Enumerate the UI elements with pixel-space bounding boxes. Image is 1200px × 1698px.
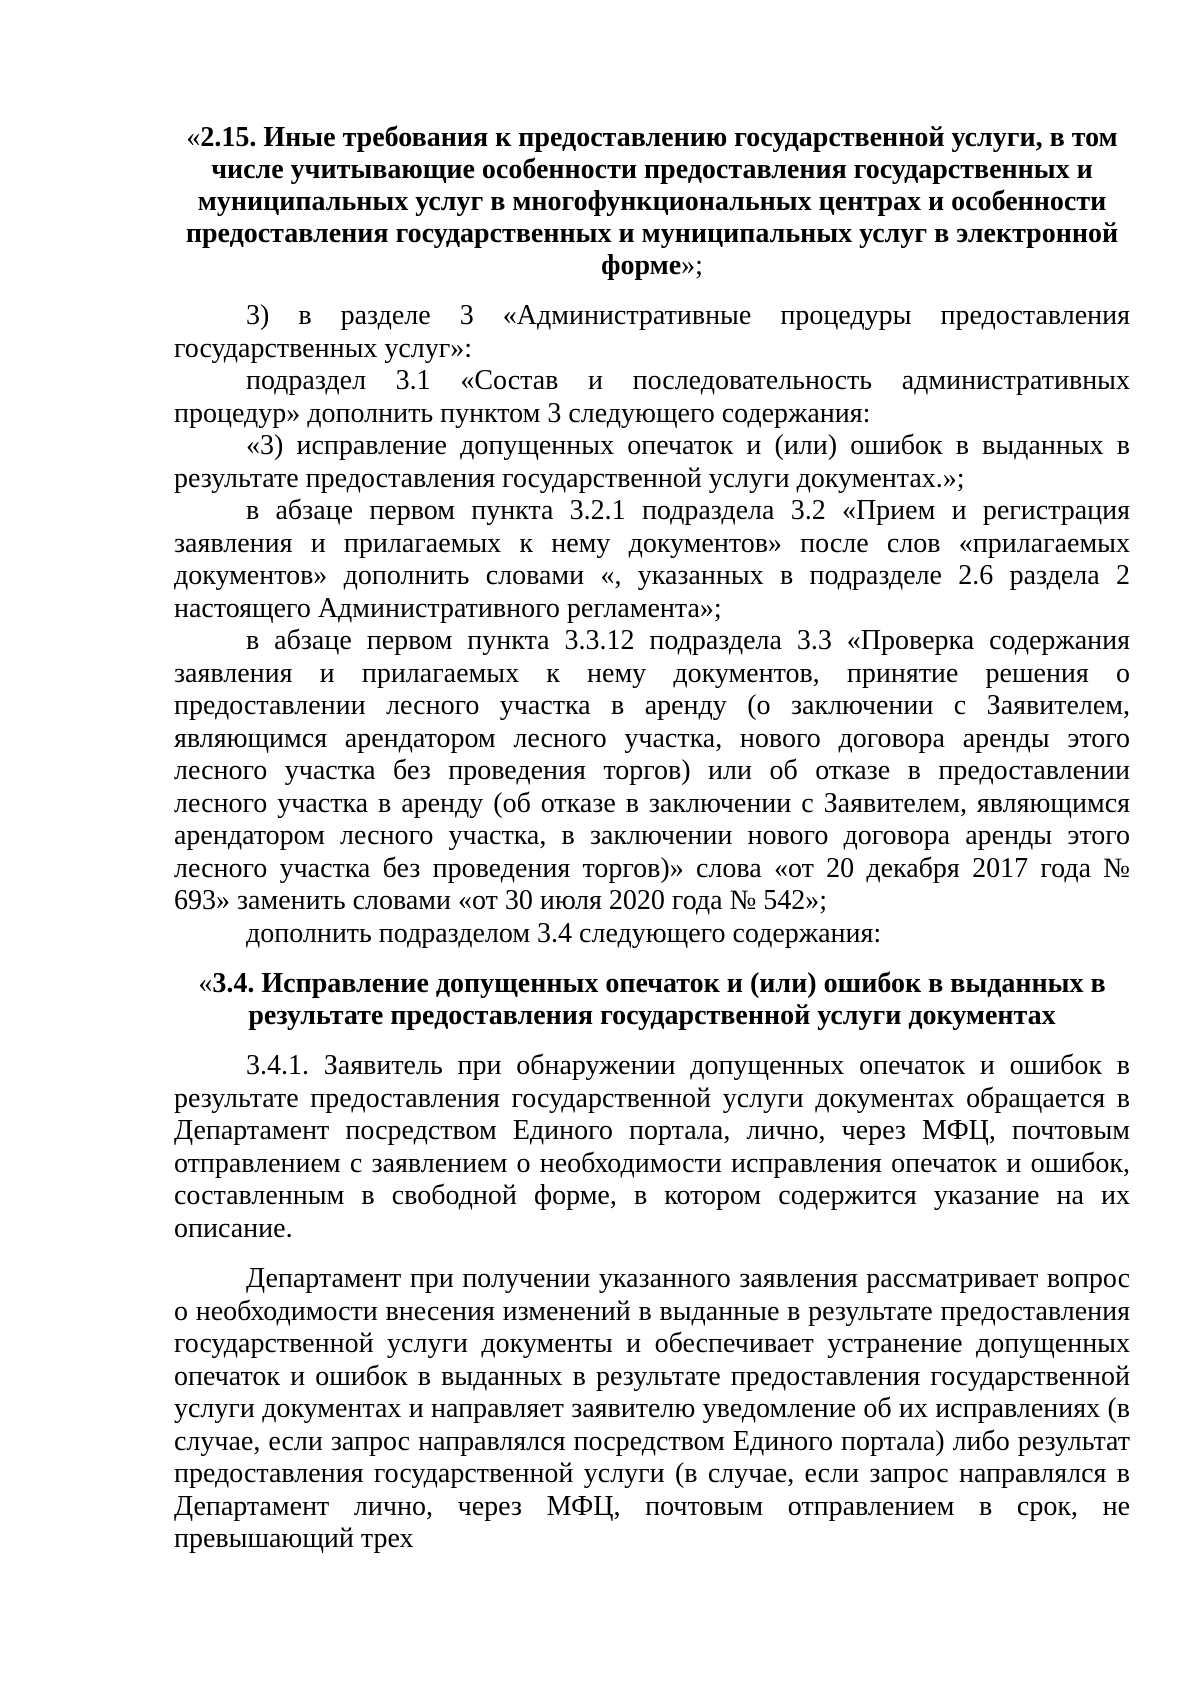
heading-open-quote: « [198,968,213,999]
section-heading-2-15 [174,122,1130,282]
paragraph-3-3-12-amendment: в абзаце первом пункта 3.3.12 подраздела 3.3 «Проверка содержания заявления и прилагаемых к нему документов, принятие решения о предоставлении лесного участка в аренду (о заключении с Заявителем, являющимся арендатором лесного участка, нового договора аренды этого лесного участка без проведения торгов) или об отказе в предоставлении лесного участка в аренду (об отказе в заключении с Заявителем, являющимся арендатором лесного участка, в заключении нового договора аренды этого лесного участка без проведения торгов)» слова «от 20 декабря 2017 года № 693» заменить словами «от 30 июля 2020 года № 542»; [174,625,1130,916]
paragraph-add-subsection-3-4: дополнить подразделом 3.4 следующего содержания: [246,917,882,949]
heading-text: 3.4. Исправление допущенных опечаток и (или) ошибок в выданных в результате предоставления государственной услуги документах [212,968,1106,1031]
paragraph-department-procedure: Департамент при получении указанного заявления рассматривает вопрос о необходимости внесения изменений в выданные в результате предоставления государственной услуги документы и обеспечивает устранение допущенных опечаток и ошибок в выданных в результате предоставления государственной услуги документах и направляет заявителю уведомление об их исправлениях (в случае, если запрос направлялся посредством Единого портала) либо результат предоставления государственной услуги (в случае, если запрос направлялся в Департамент лично, через МФЦ, почтовым отправлением в срок, не превышающий трех [174,1263,1130,1554]
heading-text: 2.15. Иные требования к предоставлению государственной услуги, в том числе учитывающие особенности предоставления государственных и муниципальных услуг в многофункциональных центрах и особенности предоставления государственных и муниципальных услуг в электронной форме [185,122,1119,281]
paragraph-3-4-1: 3.4.1. Заявитель при обнаружении допущенных опечаток и ошибок в результате предоставления государственной услуги документах обращается в Департамент посредством Единого портала, лично, через МФЦ, почтовым отправлением с заявлением о необходимости исправления опечаток и ошибок, составленным в свободной форме, в котором содержится указание на их описание. [174,1050,1130,1244]
section-heading-3-4 [174,968,1130,1032]
paragraph-3-2-1-amendment: в абзаце первом пункта 3.2.1 подраздела 3.2 «Прием и регистрация заявления и прилагаемых к нему документов» после слов «прилагаемых документов» дополнить словами «, указанных в подразделе 2.6 раздела 2 настоящего Административного регламента»; [174,495,1130,624]
paragraph-subsection-3-1: подраздел 3.1 «Состав и последовательность административных процедур» дополнить пунктом 3 следующего содержания: [174,365,1130,429]
heading-open-quote: « [186,122,201,153]
heading-close-quote: »; [681,250,703,281]
document-body [174,112,1130,1556]
paragraph-section-3-intro: 3) в разделе 3 «Административные процедуры предоставления государственных услуг»: [174,300,1130,364]
paragraph-item-3-text: «3) исправление допущенных опечаток и (или) ошибок в выданных в результате предоставления государственной услуги документах.»; [174,430,1130,494]
